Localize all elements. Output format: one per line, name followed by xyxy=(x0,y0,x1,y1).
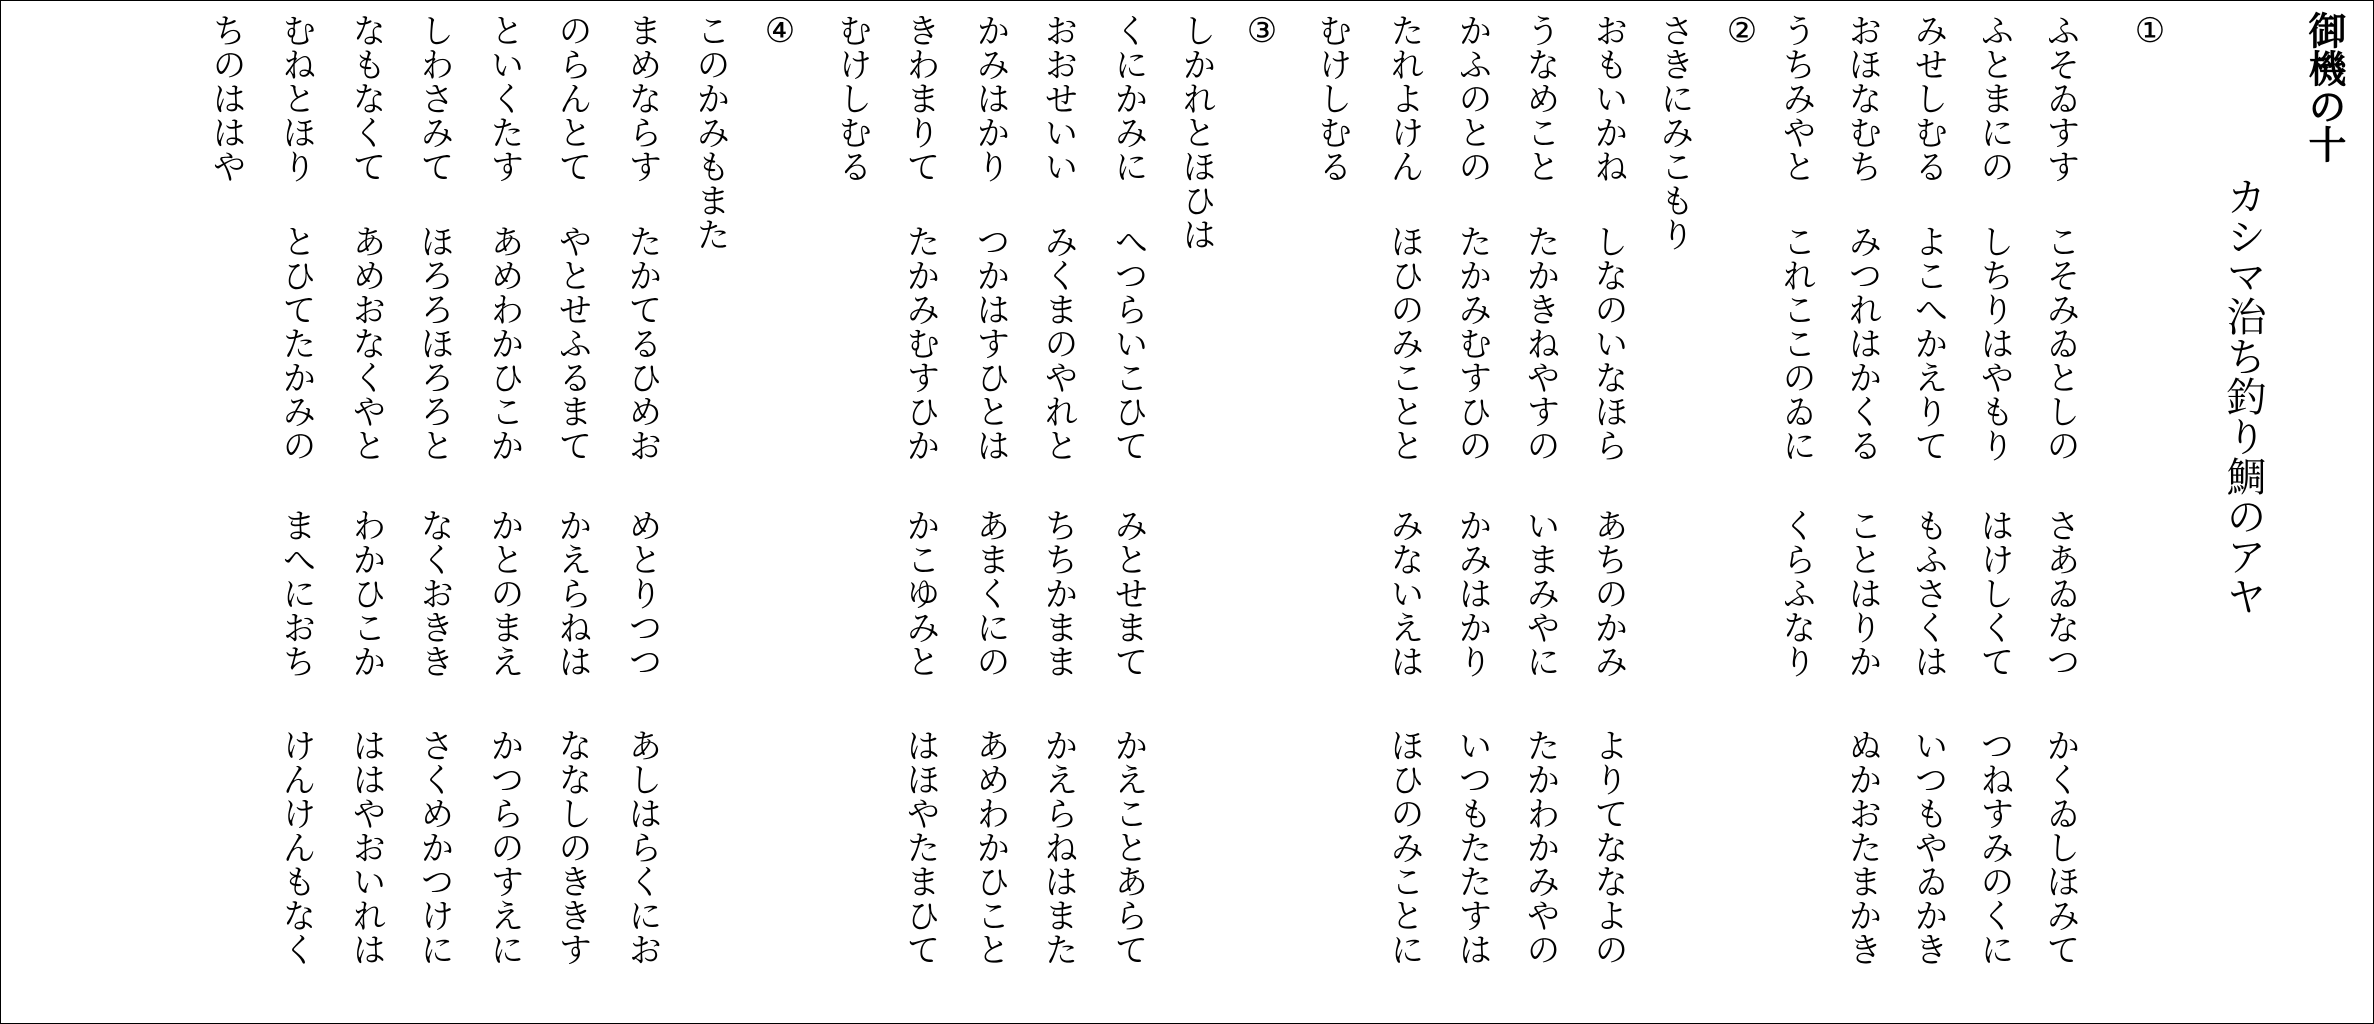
verse-phrase: しわさみて xyxy=(414,13,454,183)
verse-phrase: へつらいこひて xyxy=(1108,224,1148,462)
verse-line xyxy=(206,13,249,1013)
verse-phrase: たかみむすひか xyxy=(900,224,940,462)
verse-phrase: たかてるひめお xyxy=(622,224,662,462)
verse-line xyxy=(1974,13,2017,1013)
verse-phrase: かみはかり xyxy=(1452,508,1492,678)
verse-phrase: はけしくて xyxy=(1974,508,2014,678)
verse-line xyxy=(1452,13,1495,1013)
verse-phrase: ほひのみことと xyxy=(1384,224,1424,462)
verse-phrase: みくまのやれと xyxy=(1038,224,1078,462)
verse-phrase: たかみむすひの xyxy=(1452,224,1492,462)
verse-line xyxy=(690,13,733,1013)
verse-line xyxy=(1038,13,1081,1013)
verse-line xyxy=(414,13,457,1013)
verse-phrase: のらんとて xyxy=(552,13,592,183)
verse-line xyxy=(1520,13,1563,1013)
verse-phrase: たかきねやすの xyxy=(1520,224,1560,462)
verse-line xyxy=(552,13,595,1013)
verse-phrase: かこゆみと xyxy=(900,508,940,678)
section-marker-3: ③ xyxy=(1242,11,1282,51)
verse-phrase: といくたす xyxy=(484,13,524,183)
verse-phrase: みとせまて xyxy=(1108,508,1148,678)
verse-phrase: これここのゐに xyxy=(1776,224,1816,462)
verse-phrase: やとせふるまて xyxy=(552,224,592,462)
verse-line xyxy=(1908,13,1951,1013)
verse-phrase: ぬかおたまかき xyxy=(1842,728,1882,966)
verse-phrase: かえらねはまた xyxy=(1038,728,1078,966)
verse-phrase: あしはらくにお xyxy=(622,728,662,966)
verse-phrase: はほやたまひて xyxy=(900,728,940,966)
verse-phrase: うなめこと xyxy=(1520,13,1560,183)
verse-phrase: このかみもまた xyxy=(690,13,730,251)
verse-phrase: ことはりか xyxy=(1842,508,1882,678)
verse-phrase: かつらのすえに xyxy=(484,728,524,966)
verse-phrase: くにかみに xyxy=(1108,13,1148,183)
verse-phrase: つねすみのくに xyxy=(1974,728,2014,966)
verse-phrase: かみはかり xyxy=(970,13,1010,183)
verse-phrase: しかれとほひは xyxy=(1176,13,1216,251)
section-marker-2: ② xyxy=(1722,11,1762,51)
verse-phrase: たかわかみやの xyxy=(1520,728,1560,966)
verse-phrase: あめわかひこと xyxy=(970,728,1010,966)
verse-phrase: あちのかみ xyxy=(1588,508,1628,678)
section-marker-4: ④ xyxy=(760,11,800,51)
verse-phrase: ははやおいれは xyxy=(346,728,386,966)
verse-line xyxy=(484,13,527,1013)
verse-phrase: ちのははや xyxy=(206,13,246,183)
verse-line xyxy=(832,13,875,1013)
verse-phrase: あめわかひこか xyxy=(484,224,524,462)
verse-phrase: かくゐしほみて xyxy=(2040,728,2080,966)
page-title: 御機の十 xyxy=(2302,11,2346,163)
verse-phrase: とひてたかみの xyxy=(276,224,316,462)
verse-phrase: あまくにの xyxy=(970,508,1010,678)
verse-line xyxy=(1384,13,1427,1013)
verse-phrase: よこへかえりて xyxy=(1908,224,1948,462)
verse-phrase: くらふなり xyxy=(1776,508,1816,678)
section-marker-1: ① xyxy=(2130,11,2170,51)
verse-phrase: おほなむち xyxy=(1842,13,1882,183)
verse-line xyxy=(1588,13,1631,1013)
verse-phrase: おもいかね xyxy=(1588,13,1628,183)
verse-phrase: もふさくは xyxy=(1908,508,1948,678)
verse-phrase: さあゐなつ xyxy=(2040,508,2080,678)
verse-phrase: きわまりて xyxy=(900,13,940,183)
verse-phrase: みせしむる xyxy=(1908,13,1948,183)
verse-phrase: いまみやに xyxy=(1520,508,1560,678)
verse-line xyxy=(2040,13,2083,1013)
verse-phrase: まへにおち xyxy=(276,508,316,678)
verse-phrase: まめならす xyxy=(622,13,662,183)
verse-phrase: ほろろほろろと xyxy=(414,224,454,462)
verse-phrase: ふとまにの xyxy=(1974,13,2014,183)
verse-phrase: かふのとの xyxy=(1452,13,1492,183)
verse-phrase: いつもたたすは xyxy=(1452,728,1492,966)
verse-phrase: つかはすひとは xyxy=(970,224,1010,462)
verse-line xyxy=(970,13,1013,1013)
verse-line xyxy=(1654,13,1697,1013)
verse-line xyxy=(276,13,319,1013)
verse-line xyxy=(1776,13,1819,1013)
verse-phrase: しなのいなほら xyxy=(1588,224,1628,462)
verse-phrase: むけしむる xyxy=(832,13,872,183)
verse-phrase: いつもやゐかき xyxy=(1908,728,1948,966)
verse-phrase: むねとほり xyxy=(276,13,316,183)
verse-line xyxy=(622,13,665,1013)
verse-phrase: なもなくて xyxy=(346,13,386,183)
verse-phrase: ちちかまま xyxy=(1038,508,1078,678)
verse-line xyxy=(346,13,389,1013)
verse-phrase: さきにみこもり xyxy=(1654,13,1694,251)
verse-phrase: ななしのききす xyxy=(552,728,592,966)
verse-phrase: わかひこか xyxy=(346,508,386,678)
verse-phrase: みないえは xyxy=(1384,508,1424,678)
verse-phrase: けんけんもなく xyxy=(276,728,316,966)
verse-phrase: かとのまえ xyxy=(484,508,524,678)
verse-phrase: ほひのみことに xyxy=(1384,728,1424,966)
verse-phrase: かえらねは xyxy=(552,508,592,678)
verse-line xyxy=(1108,13,1151,1013)
verse-phrase: めとりつつ xyxy=(622,508,662,678)
verse-phrase: ふそゐすす xyxy=(2040,13,2080,183)
verse-phrase: おおせいい xyxy=(1038,13,1078,183)
verse-phrase: みつれはかくる xyxy=(1842,224,1882,462)
verse-phrase: なくおきき xyxy=(414,508,454,678)
verse-phrase: しちりはやもり xyxy=(1974,224,2014,462)
verse-phrase: さくめかつけに xyxy=(414,728,454,966)
verse-line xyxy=(1176,13,1219,1013)
verse-line xyxy=(1842,13,1885,1013)
verse-line xyxy=(1312,13,1355,1013)
verse-phrase: よりてななよの xyxy=(1588,728,1628,966)
verse-phrase: うちみやと xyxy=(1776,13,1816,183)
subtitle: カシマ治ち釣り鯛のアヤ xyxy=(2220,176,2266,616)
verse-phrase: あめおなくやと xyxy=(346,224,386,462)
verse-line xyxy=(900,13,943,1013)
verse-phrase: むけしむる xyxy=(1312,13,1352,183)
verse-phrase: たれよけん xyxy=(1384,13,1424,183)
verse-phrase: こそみゐとしの xyxy=(2040,224,2080,462)
verse-phrase: かえことあらて xyxy=(1108,728,1148,966)
